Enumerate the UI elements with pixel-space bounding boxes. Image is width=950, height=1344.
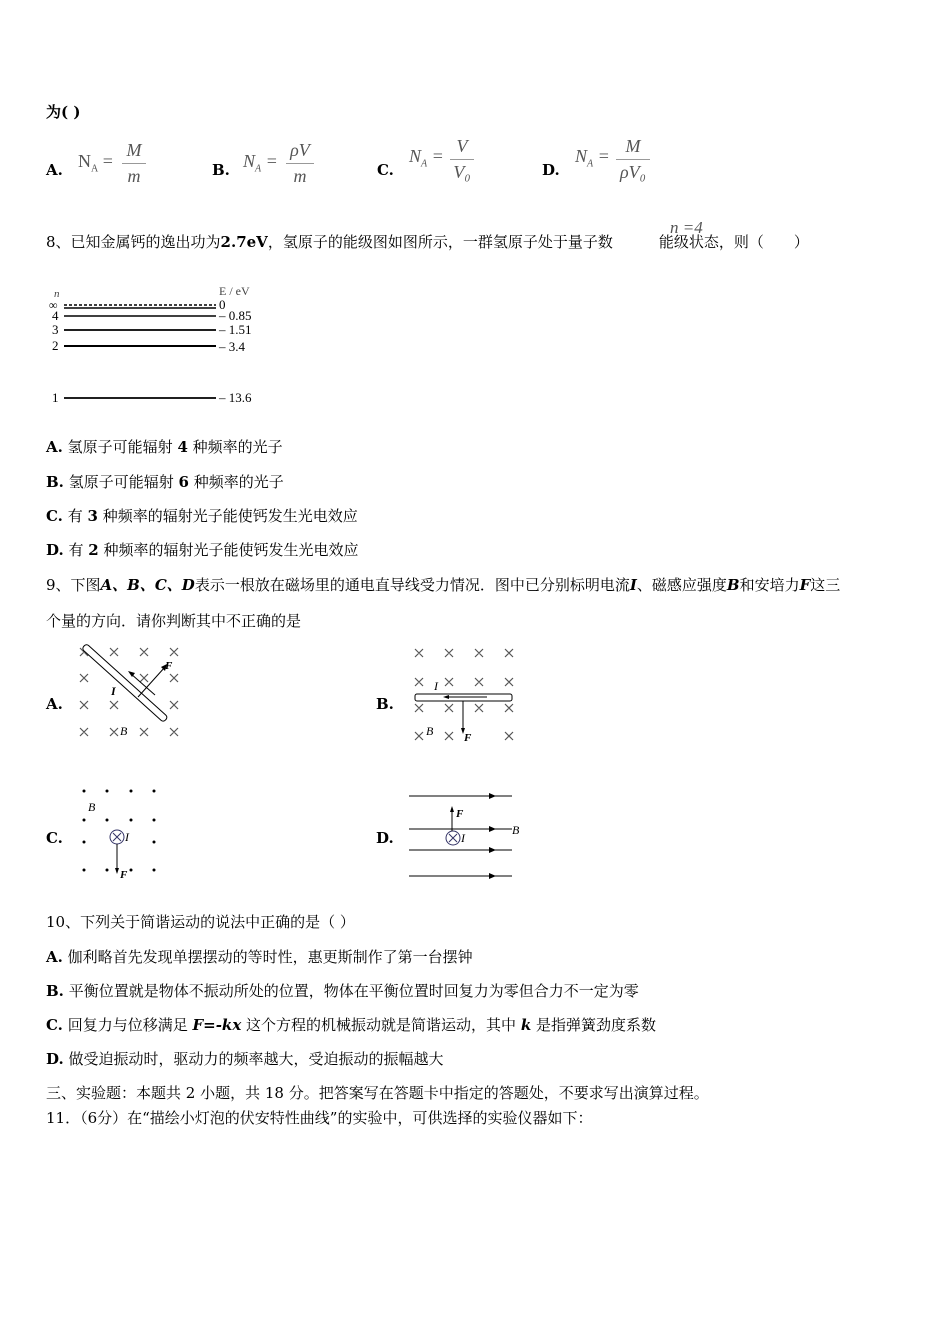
option-label: C. (377, 161, 394, 179)
q8-option-c[interactable]: C. 有 3 种频率的辐射光子能使钙发生光电效应 (46, 507, 358, 525)
q11-stem: 11．（6分）在“描绘小灯泡的伏安特性曲线”的实验中，可供选择的实验仪器如下： (46, 1109, 593, 1127)
force-label: F (120, 869, 128, 881)
formula-lhs: $N_A$ = (575, 146, 610, 170)
field-label: B (512, 823, 520, 837)
q7-stem-tail: 为( ) (46, 103, 81, 121)
level-e-inf: 0 (219, 297, 226, 312)
diagram-b (412, 645, 522, 745)
formula-lhs: $N_A$ = (78, 151, 113, 175)
field-label: B (88, 800, 96, 814)
field-label: B (426, 724, 434, 738)
force-label: F (165, 660, 173, 672)
formula-lhs: $N_A$ = (243, 151, 278, 175)
q8-option-b[interactable]: B. 氢原子可能辐射 6 种频率的光子 (46, 473, 284, 491)
option-label: B. (376, 695, 394, 713)
level-n-4: 4 (52, 308, 59, 323)
option-label: D. (376, 829, 394, 847)
level-e-4: – 0.85 (219, 308, 252, 323)
formula-lhs: $N_A$ = (409, 146, 444, 170)
diagram-c (78, 785, 168, 880)
formula-fraction: V V₀ (450, 136, 474, 183)
level-e-3: – 1.51 (219, 322, 252, 337)
current-label: I (461, 831, 465, 845)
energy-axis-label: E / eV (219, 284, 250, 298)
q9-stem-line1: 9、下图A、B、C、D表示一根放在磁场里的通电直导线受力情况．图中已分别标明电流I、磁感应强度B和安培力F这三 (46, 576, 841, 594)
q10-option-a[interactable]: A. 伽利略首先发现单摆摆动的等时性，惠更斯制作了第一台摆钟 (46, 948, 473, 966)
q8-stem: 8、已知金属钙的逸出功为2.7eV，氢原子的能级图如图所示，一群氢原子处于量子数 能级状态，则（ ） (46, 233, 809, 251)
option-label: A. (46, 161, 63, 179)
q10-option-c[interactable]: C. 回复力与位移满足 F=-kx 这个方程的机械振动就是简谐运动，其中 k 是指弹簧劲度系数 (46, 1016, 657, 1034)
current-label: I (434, 679, 438, 693)
formula-fraction: M ρV₀ (616, 136, 650, 183)
energy-level-diagram (40, 280, 280, 410)
wire (82, 644, 168, 723)
level-e-1: – 13.6 (219, 390, 252, 405)
level-n-3: 3 (52, 322, 59, 337)
level-n-inf: ∞ (49, 298, 58, 312)
option-label: A. (46, 695, 63, 713)
level-n-2: 2 (52, 338, 59, 353)
q9-stem-line2: 个量的方向．请你判断其中不正确的是 (46, 612, 302, 630)
formula-fraction: ρV m (286, 140, 314, 187)
current-label: I (125, 830, 129, 844)
force-label: F (456, 808, 464, 820)
field-label: B (120, 724, 128, 738)
q8-quantum-number: n =4 (670, 218, 703, 237)
force-label: F (464, 732, 472, 744)
level-e-2: – 3.4 (219, 339, 245, 354)
diagram-d (409, 790, 529, 885)
option-label: C. (46, 829, 63, 847)
option-label: D. (542, 161, 560, 179)
current-label: I (111, 684, 116, 698)
diagram-a (75, 645, 185, 745)
q8-option-d[interactable]: D. 有 2 种频率的辐射光子能使钙发生光电效应 (46, 541, 359, 559)
q10-stem: 10、下列关于简谐运动的说法中正确的是（ ） (46, 913, 355, 931)
formula-fraction: M m (122, 140, 146, 187)
q8-option-a[interactable]: A. 氢原子可能辐射 4 种频率的光子 (46, 438, 283, 456)
q10-option-d[interactable]: D. 做受迫振动时，驱动力的频率越大，受迫振动的振幅越大 (46, 1050, 444, 1068)
option-label: B. (212, 161, 230, 179)
section-3-heading: 三、实验题：本题共 2 小题，共 18 分。把答案写在答题卡中指定的答题处，不要求写出演算过程。 (46, 1084, 709, 1102)
level-n-1: 1 (52, 390, 59, 405)
q10-option-b[interactable]: B. 平衡位置就是物体不振动所处的位置，物体在平衡位置时回复力为零但合力不一定为零 (46, 982, 639, 1000)
n-axis-label: n (54, 288, 60, 300)
